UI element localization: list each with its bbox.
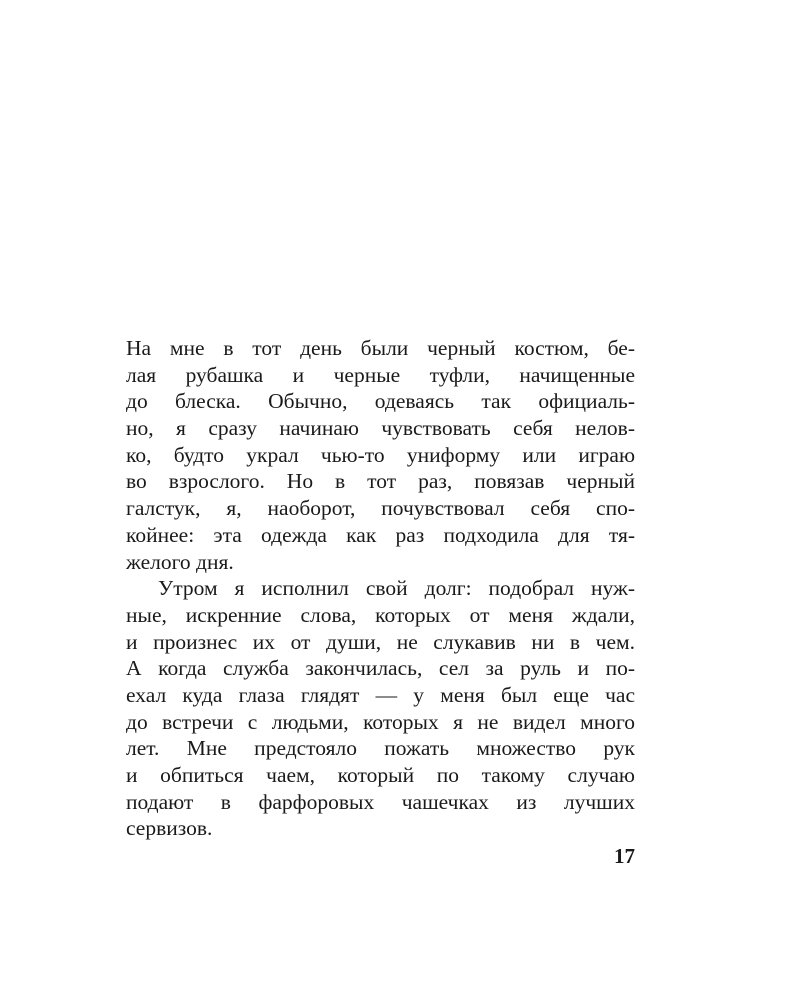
text-line: галстук, я, наоборот, почувствовал себя спо- — [126, 496, 635, 521]
text-line: до встречи с людьми, которых я не видел много — [126, 709, 635, 734]
paragraph-2 — [126, 575, 635, 842]
text-line: но, я сразу начинаю чувствовать себя нелов- — [126, 416, 635, 441]
text-line: и обпиться чаем, который по такому случаю — [126, 763, 635, 787]
text-line: лая рубашка и черные туфли, начищенные — [126, 362, 635, 387]
body-text — [126, 335, 635, 842]
text-line: подают в фарфоровых чашечках из лучших — [126, 789, 635, 814]
text-line: На мне в тот день были черный костюм, бе- — [126, 336, 635, 360]
text-line: койнее: эта одежда как раз подходила для тя- — [126, 522, 635, 547]
text-line: Утром я исполнил свой долг: подобрал нуж- — [158, 576, 635, 601]
text-line: во взрослого. Но в тот раз, повязав черный — [126, 469, 635, 494]
text-line: ные, искренние слова, которых от меня ждали, — [126, 602, 635, 627]
text-line: до блеска. Обычно, одеваясь так официаль- — [126, 389, 635, 414]
text-line: и произнес их от души, не слукавив ни в чем. — [126, 629, 635, 654]
text-line: желого дня. — [126, 549, 234, 574]
text-line: А когда служба закончилась, сел за руль и по- — [126, 656, 635, 681]
text-line: ехал куда глаза глядят — у меня был еще час — [126, 682, 635, 707]
text-line: ко, будто украл чью-то униформу или играю — [126, 442, 635, 467]
page-number: 17 — [614, 844, 635, 868]
paragraph-1 — [126, 335, 635, 575]
text-line: лет. Мне предстояло пожать множество рук — [126, 736, 635, 761]
text-line: сервизов. — [126, 816, 213, 841]
